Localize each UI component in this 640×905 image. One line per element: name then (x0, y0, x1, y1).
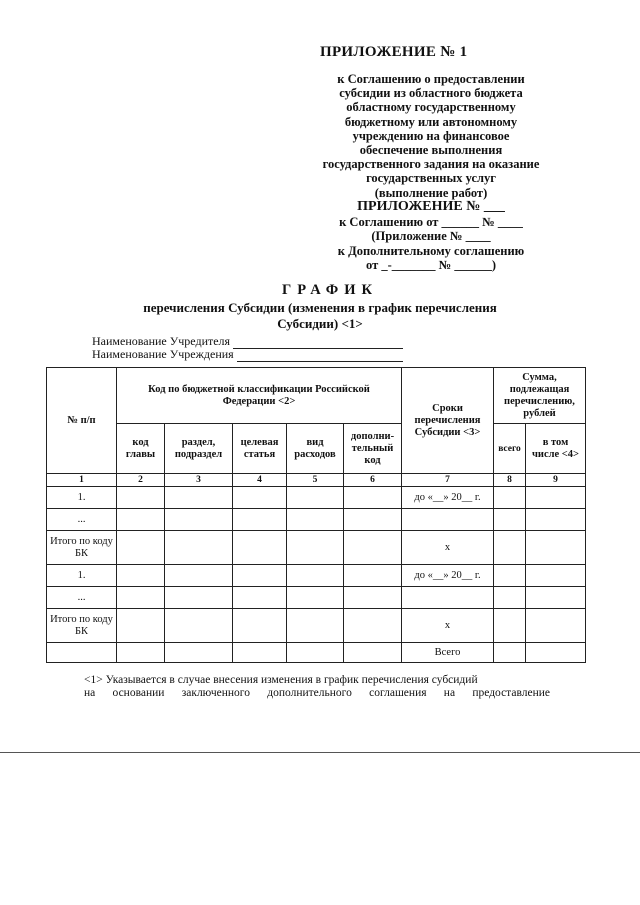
appendix-1-line: к Соглашению о предоставлении (337, 72, 525, 86)
appendix-2-line-3: к Дополнительному соглашению (337, 243, 525, 258)
appendix-1-line: обеспечение выполнения (359, 143, 503, 158)
row-num: 1. (47, 565, 117, 587)
row-num: ... (47, 509, 117, 531)
table-row (47, 509, 586, 531)
footnote-line-1: <1> Указывается в случае внесения изменения в график перечисления субсидий (84, 674, 478, 686)
footnote-line-2: на основании заключенного дополнительного соглашения на предоставление (84, 687, 550, 699)
col-number: 1 (47, 474, 117, 487)
header-sum: Сумма, подлежащая перечислению, рублей (494, 368, 586, 424)
appendix-1-line: субсидии из областного бюджета (339, 86, 523, 101)
institution-label: Наименование Учреждения (92, 347, 234, 361)
appendix-1-title: ПРИЛОЖЕНИЕ № 1 (320, 44, 468, 60)
institution-field (92, 347, 403, 362)
table-total-row (47, 643, 586, 663)
schedule-subtitle-line-1: перечисления Субсидии (изменения в график перечисления (143, 300, 497, 315)
row-term: до «__» 20__ г. (402, 565, 494, 587)
appendix-1-line: учреждению на финансовое (352, 128, 510, 143)
table-row (47, 609, 586, 643)
header-expense: вид расходов (287, 424, 344, 474)
col-number: 5 (287, 474, 344, 487)
appendix-1-line: бюджетному или автономному (344, 114, 518, 129)
col-number: 7 (402, 474, 494, 487)
col-number: 4 (233, 474, 287, 487)
page-divider (0, 752, 640, 753)
row-num: Итого по коду БК (47, 609, 117, 643)
header-total: всего (494, 424, 526, 474)
row-term (402, 587, 494, 609)
row-term (402, 509, 494, 531)
appendix-2-block (300, 200, 562, 273)
appendix-1-line: государственных услуг (366, 171, 496, 186)
appendix-2-line-1: к Соглашению от ______ № ____ (339, 214, 523, 229)
appendix-2-title: ПРИЛОЖЕНИЕ № ___ (357, 199, 505, 214)
header-including: в том числе <4> (526, 424, 586, 474)
col-number: 9 (526, 474, 586, 487)
col-number: 6 (344, 474, 402, 487)
header-code: Код по бюджетной классификации Российской Федерации <2> (117, 368, 402, 424)
schedule-table (46, 367, 586, 663)
row-term: х (402, 531, 494, 565)
table-row (47, 565, 586, 587)
table-row (47, 587, 586, 609)
header-num: № п/п (47, 368, 117, 474)
appendix-1-line: областному государственному (346, 100, 516, 115)
institution-input-line[interactable] (237, 350, 403, 362)
schedule-subtitle-line-2: Субсидии) <1> (277, 315, 363, 331)
table-row (47, 487, 586, 509)
appendix-1-line: государственного задания на оказание (322, 157, 540, 172)
header-additional: дополни-тельный код (344, 424, 402, 474)
row-num: Итого по коду БК (47, 531, 117, 565)
row-term: х (402, 609, 494, 643)
col-number: 8 (494, 474, 526, 487)
appendix-2-line-2: (Приложение № ____ (371, 229, 491, 243)
table-row (47, 531, 586, 565)
header-target: целевая статья (233, 424, 287, 474)
appendix-1-text (300, 72, 562, 200)
appendix-1-line: (выполнение работ) (374, 185, 488, 200)
schedule-title: ГРАФИК (281, 282, 379, 298)
schedule-subtitle (100, 300, 540, 331)
header-terms: Сроки перечисления Субсидии <3> (402, 368, 494, 474)
appendix-2-line-4: от _-_______ № ______) (366, 258, 496, 272)
total-label: Всего (402, 643, 494, 663)
row-term: до «__» 20__ г. (402, 487, 494, 509)
row-num: ... (47, 587, 117, 609)
header-section: раздел, подраздел (165, 424, 233, 474)
header-chapter-code: код главы (117, 424, 165, 474)
col-number: 3 (165, 474, 233, 487)
founder-label: Наименование Учредителя (92, 334, 231, 348)
col-number: 2 (117, 474, 165, 487)
row-num: 1. (47, 487, 117, 509)
